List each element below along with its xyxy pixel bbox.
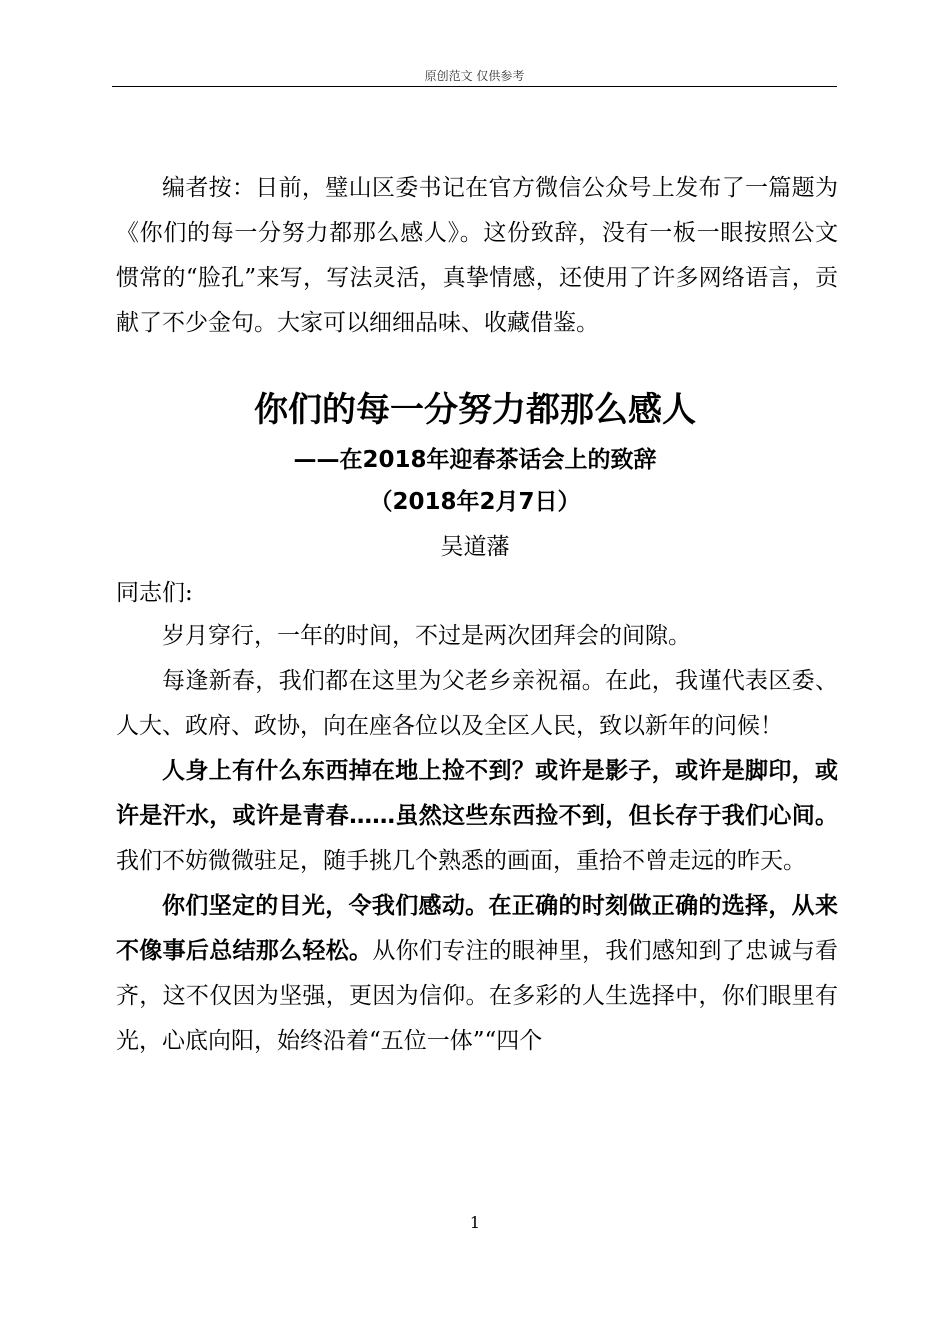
paragraph-3-bold: 人身上有什么东西掉在地上捡不到？或许是影子，或许是脚印，或许是汗水，或许是青春……虽然这些东西捡不到，但长存于我们心间。: [116, 758, 838, 829]
paragraph-3: [116, 749, 838, 884]
paragraph-4: [116, 884, 838, 1064]
paragraph-4-bold: 你们坚定的目光，令我们感动。在正确的时刻做正确的选择，从来不像事后总结那么轻松。: [116, 893, 838, 964]
page-header: 原创范文 仅供参考: [424, 69, 525, 83]
paragraph-1: 岁月穿行，一年的时间，不过是两次团拜会的间隙。: [162, 623, 691, 649]
article-subtitle: ——在2018年迎春茶话会上的致辞: [293, 447, 657, 473]
paragraph-4-normal: 从你们专注的眼神里，我们感知到了忠诚与看齐，这不仅因为坚强，更因为信仰。在多彩的人生选择中，你们眼里有光，心底向阳，始终沿着“五位一体”“四个: [116, 938, 839, 1054]
paragraph-2: 每逢新春，我们都在这里为父老乡亲祝福。在此，我谨代表区委、人大、政府、政协，向在座各位以及全区人民，致以新年的问候！: [116, 668, 838, 739]
article-body: [116, 614, 838, 1064]
article-author: 吴道藩: [440, 534, 510, 560]
article-date: （2018年2月7日）: [369, 489, 581, 515]
article-title: 你们的每一分努力都那么感人: [254, 390, 696, 430]
editor-note-text: 编者按：日前，璧山区委书记在官方微信公众号上发布了一篇题为《你们的每一分努力都那么感人》。这份致辞，没有一板一眼按照公文惯常的“脸孔”来写，写法灵活，真挚情感，还使用了许多网络语言，贡献了不少金句。大家可以细细品味、收藏借鉴。: [116, 175, 838, 336]
page-number: 1: [469, 1213, 481, 1232]
header-rule: [112, 86, 837, 87]
paragraph-3-normal: 我们不妨微微驻足，随手挑几个熟悉的画面，重拾不曾走远的昨天。: [116, 848, 806, 874]
greeting: 同志们:: [116, 580, 193, 606]
editor-note: [116, 166, 838, 346]
